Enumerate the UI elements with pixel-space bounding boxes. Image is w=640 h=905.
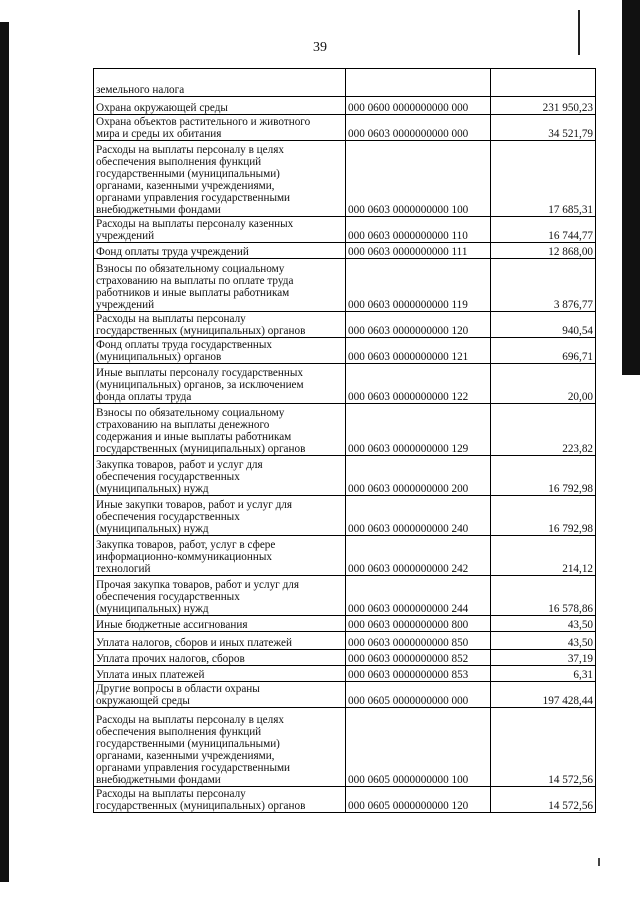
amount-cell: 197 428,44 bbox=[491, 682, 596, 708]
table-row bbox=[94, 97, 596, 115]
budget-code-cell: 000 0603 0000000000 122 bbox=[346, 364, 491, 404]
budget-code-cell: 000 0605 0000000000 000 bbox=[346, 682, 491, 708]
amount-cell: 16 744,77 bbox=[491, 217, 596, 243]
table-row bbox=[94, 456, 596, 496]
amount-cell: 3 876,77 bbox=[491, 259, 596, 312]
table-row bbox=[94, 787, 596, 813]
table-row bbox=[94, 338, 596, 364]
amount-cell: 223,82 bbox=[491, 404, 596, 456]
amount-cell: 14 572,56 bbox=[491, 708, 596, 787]
budget-code-cell bbox=[346, 69, 491, 97]
scan-mark bbox=[598, 858, 600, 866]
expense-name-cell bbox=[94, 682, 346, 708]
table-row bbox=[94, 217, 596, 243]
expense-name: Расходы на выплаты персоналу государственных (муниципальных) органов bbox=[96, 788, 306, 812]
table-row bbox=[94, 536, 596, 576]
budget-code-cell: 000 0603 0000000000 244 bbox=[346, 576, 491, 616]
expense-name: Расходы на выплаты персоналу казенных учреждений bbox=[96, 218, 294, 242]
amount-cell: 16 792,98 bbox=[491, 456, 596, 496]
expense-name-cell bbox=[94, 69, 346, 97]
expense-name: Иные бюджетные ассигнования bbox=[96, 619, 248, 631]
expense-name-cell bbox=[94, 616, 346, 632]
expense-name: Иные выплаты персоналу государственных (муниципальных) органов, за исключением фонда оплаты труда bbox=[96, 367, 304, 403]
amount-cell: 16 578,86 bbox=[491, 576, 596, 616]
table-row bbox=[94, 243, 596, 259]
expense-name: Закупка товаров, работ, услуг в сфере информационно-коммуникационных технологий bbox=[96, 539, 276, 575]
table-row bbox=[94, 666, 596, 682]
expense-name-cell bbox=[94, 141, 346, 217]
expense-name: Фонд оплаты труда учреждений bbox=[96, 246, 249, 258]
expense-name: Прочая закупка товаров, работ и услуг для обеспечения государственных (муниципальных) нужд bbox=[96, 579, 299, 615]
budget-code-cell: 000 0603 0000000000 120 bbox=[346, 312, 491, 338]
table-row bbox=[94, 259, 596, 312]
budget-table-body bbox=[94, 69, 596, 813]
amount-cell bbox=[491, 69, 596, 97]
budget-code-cell: 000 0603 0000000000 800 bbox=[346, 616, 491, 632]
budget-code-cell: 000 0603 0000000000 111 bbox=[346, 243, 491, 259]
table-row bbox=[94, 364, 596, 404]
page-number: 39 bbox=[313, 40, 327, 55]
amount-cell: 12 868,00 bbox=[491, 243, 596, 259]
expense-name: Другие вопросы в области охраны окружающей среды bbox=[96, 683, 260, 707]
amount-cell: 214,12 bbox=[491, 536, 596, 576]
expense-name: Расходы на выплаты персоналу в целях обеспечения выполнения функций государственными (муниципальными) органами, казенными учреждениями, органами управления государственными внебюджетными фондами bbox=[96, 714, 291, 786]
table-row bbox=[94, 404, 596, 456]
expense-name-cell bbox=[94, 97, 346, 115]
table-row bbox=[94, 141, 596, 217]
expense-name: Расходы на выплаты персоналу в целях обеспечения выполнения функций государственными (муниципальными) органами, казенными учреждениями, органами управления государственными внебюджетными фондами bbox=[96, 144, 291, 216]
expense-name-cell bbox=[94, 364, 346, 404]
expense-name-cell bbox=[94, 312, 346, 338]
amount-cell: 43,50 bbox=[491, 616, 596, 632]
expense-name: Уплата иных платежей bbox=[96, 669, 205, 681]
expense-name-cell bbox=[94, 787, 346, 813]
expense-name-cell bbox=[94, 666, 346, 682]
budget-code-cell: 000 0603 0000000000 100 bbox=[346, 141, 491, 217]
expense-name: Закупка товаров, работ и услуг для обеспечения государственных (муниципальных) нужд bbox=[96, 459, 263, 495]
table-row bbox=[94, 650, 596, 666]
expense-name-cell bbox=[94, 496, 346, 536]
expense-name-cell bbox=[94, 404, 346, 456]
budget-table bbox=[93, 68, 596, 813]
table-row bbox=[94, 682, 596, 708]
budget-code-cell: 000 0603 0000000000 000 bbox=[346, 115, 491, 141]
expense-name: земельного налога bbox=[96, 84, 185, 96]
budget-code-cell: 000 0603 0000000000 852 bbox=[346, 650, 491, 666]
expense-name: Взносы по обязательному социальному страхованию на выплаты по оплате труда работников и иные выплаты работникам учреждений bbox=[96, 263, 294, 311]
amount-cell: 37,19 bbox=[491, 650, 596, 666]
table-row bbox=[94, 115, 596, 141]
expense-name: Взносы по обязательному социальному страхованию на выплаты денежного содержания и иные выплаты работникам государственных (муниципальных) органов bbox=[96, 407, 306, 455]
table-row bbox=[94, 69, 596, 97]
budget-code-cell: 000 0603 0000000000 242 bbox=[346, 536, 491, 576]
expense-name: Уплата прочих налогов, сборов bbox=[96, 653, 245, 665]
amount-cell: 20,00 bbox=[491, 364, 596, 404]
table-row bbox=[94, 616, 596, 632]
expense-name: Иные закупки товаров, работ и услуг для обеспечения государственных (муниципальных) нужд bbox=[96, 499, 293, 535]
budget-code-cell: 000 0603 0000000000 121 bbox=[346, 338, 491, 364]
budget-code-cell: 000 0605 0000000000 120 bbox=[346, 787, 491, 813]
budget-code-cell: 000 0603 0000000000 119 bbox=[346, 259, 491, 312]
amount-cell: 696,71 bbox=[491, 338, 596, 364]
expense-name-cell bbox=[94, 536, 346, 576]
expense-name-cell bbox=[94, 576, 346, 616]
scan-border-right bbox=[622, 0, 640, 375]
expense-name: Расходы на выплаты персоналу государственных (муниципальных) органов bbox=[96, 313, 306, 337]
scan-border-left bbox=[0, 22, 9, 882]
expense-name-cell bbox=[94, 632, 346, 650]
expense-name-cell bbox=[94, 456, 346, 496]
expense-name: Фонд оплаты труда государственных (муниципальных) органов bbox=[96, 339, 273, 363]
amount-cell: 6,31 bbox=[491, 666, 596, 682]
budget-code-cell: 000 0603 0000000000 200 bbox=[346, 456, 491, 496]
amount-cell: 17 685,31 bbox=[491, 141, 596, 217]
expense-name: Охрана объектов растительного и животного мира и среды их обитания bbox=[96, 116, 311, 140]
budget-code-cell: 000 0603 0000000000 853 bbox=[346, 666, 491, 682]
amount-cell: 34 521,79 bbox=[491, 115, 596, 141]
expense-name-cell bbox=[94, 708, 346, 787]
amount-cell: 16 792,98 bbox=[491, 496, 596, 536]
expense-name-cell bbox=[94, 338, 346, 364]
amount-cell: 940,54 bbox=[491, 312, 596, 338]
amount-cell: 14 572,56 bbox=[491, 787, 596, 813]
table-row bbox=[94, 312, 596, 338]
table-row bbox=[94, 708, 596, 787]
expense-name-cell bbox=[94, 115, 346, 141]
table-row bbox=[94, 576, 596, 616]
expense-name-cell bbox=[94, 217, 346, 243]
budget-code-cell: 000 0603 0000000000 850 bbox=[346, 632, 491, 650]
budget-code-cell: 000 0603 0000000000 110 bbox=[346, 217, 491, 243]
expense-name-cell bbox=[94, 259, 346, 312]
amount-cell: 231 950,23 bbox=[491, 97, 596, 115]
budget-code-cell: 000 0603 0000000000 240 bbox=[346, 496, 491, 536]
expense-name-cell bbox=[94, 243, 346, 259]
budget-code-cell: 000 0605 0000000000 100 bbox=[346, 708, 491, 787]
table-row bbox=[94, 496, 596, 536]
budget-code-cell: 000 0603 0000000000 129 bbox=[346, 404, 491, 456]
amount-cell: 43,50 bbox=[491, 632, 596, 650]
expense-name: Охрана окружающей среды bbox=[96, 102, 228, 114]
table-row bbox=[94, 632, 596, 650]
budget-code-cell: 000 0600 0000000000 000 bbox=[346, 97, 491, 115]
expense-name-cell bbox=[94, 650, 346, 666]
expense-name: Уплата налогов, сборов и иных платежей bbox=[96, 637, 292, 649]
